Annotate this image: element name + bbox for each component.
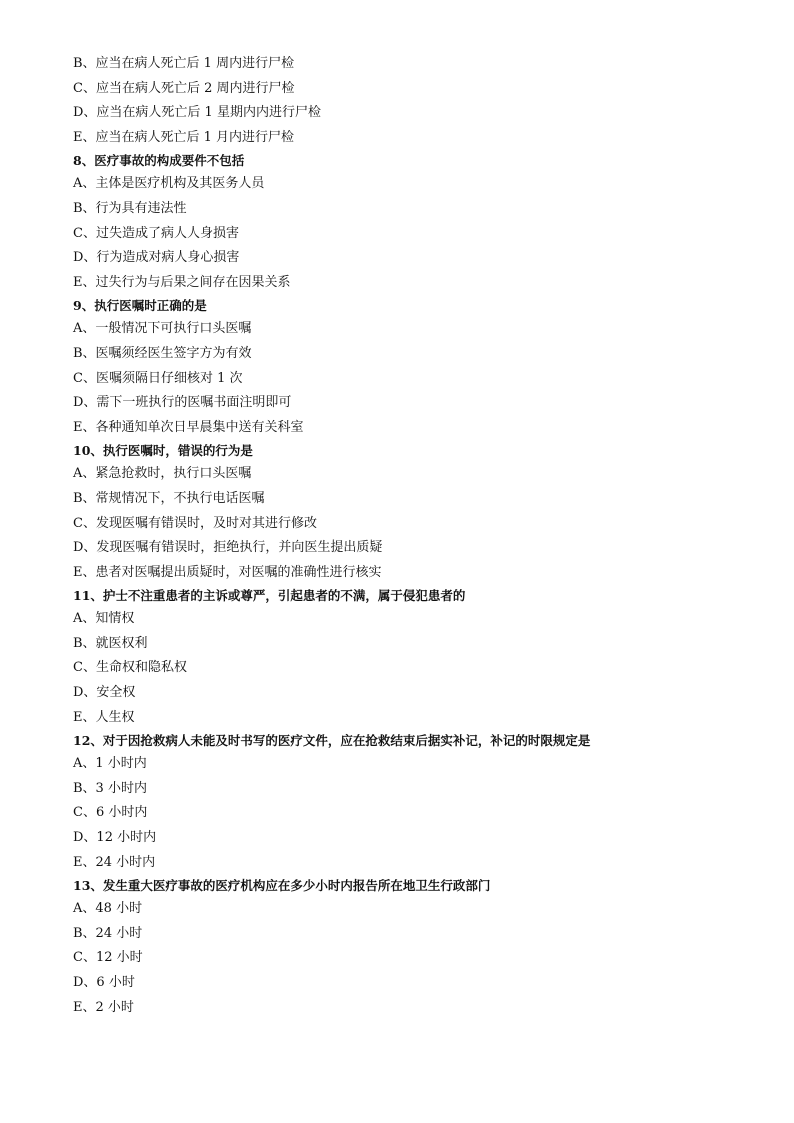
answer-option: A、一般情况下可执行口头医嘱 bbox=[73, 321, 252, 337]
answer-option: E、患者对医嘱提出质疑时，对医嘱的准确性进行核实 bbox=[73, 564, 382, 580]
answer-option: D、6 小时 bbox=[73, 975, 135, 990]
answer-option: B、就医权利 bbox=[73, 635, 148, 651]
answer-option: C、应当在病人死亡后 2 周内进行尸检 bbox=[73, 80, 295, 96]
question-stem: 8、医疗事故的构成要件不包括 bbox=[73, 153, 245, 169]
question-stem: 12、对于因抢救病人未能及时书写的医疗文件，应在抢救结束后据实补记，补记的时限规定是 bbox=[73, 733, 591, 749]
answer-option: A、知情权 bbox=[73, 611, 135, 627]
answer-option: B、行为具有违法性 bbox=[73, 200, 187, 216]
answer-option: A、主体是医疗机构及其医务人员 bbox=[73, 176, 265, 192]
answer-option: C、过失造成了病人人身损害 bbox=[73, 225, 239, 241]
question-stem: 9、执行医嘱时正确的是 bbox=[73, 298, 207, 314]
question-stem: 10、执行医嘱时，错误的行为是 bbox=[73, 443, 253, 459]
answer-option: D、需下一班执行的医嘱书面注明即可 bbox=[73, 395, 292, 411]
answer-option: E、人生权 bbox=[73, 709, 135, 725]
answer-option: B、常规情况下，不执行电话医嘱 bbox=[73, 490, 265, 506]
answer-option: E、各种通知单次日早晨集中送有关科室 bbox=[73, 419, 304, 435]
answer-option: B、应当在病人死亡后 1 周内进行尸检 bbox=[73, 56, 295, 71]
answer-option: D、安全权 bbox=[73, 685, 136, 701]
answer-option: E、24 小时内 bbox=[73, 854, 156, 870]
answer-option: D、应当在病人死亡后 1 星期内内进行尸检 bbox=[73, 105, 321, 121]
answer-option: E、过失行为与后果之间存在因果关系 bbox=[73, 274, 291, 290]
answer-option: A、1 小时内 bbox=[73, 756, 147, 772]
answer-option: C、6 小时内 bbox=[73, 805, 148, 821]
question-stem: 13、发生重大医疗事故的医疗机构应在多少小时内报告所在地卫生行政部门 bbox=[73, 878, 491, 894]
answer-option: B、24 小时 bbox=[73, 925, 143, 941]
document-page bbox=[73, 52, 753, 1020]
answer-option: D、12 小时内 bbox=[73, 830, 157, 846]
answer-option: D、行为造成对病人身心损害 bbox=[73, 250, 240, 266]
answer-option: D、发现医嘱有错误时，拒绝执行，并向医生提出质疑 bbox=[73, 540, 383, 556]
answer-option: B、3 小时内 bbox=[73, 780, 147, 796]
answer-option: E、应当在病人死亡后 1 月内进行尸检 bbox=[73, 129, 295, 145]
answer-option: C、发现医嘱有错误时，及时对其进行修改 bbox=[73, 515, 317, 531]
answer-option: C、生命权和隐私权 bbox=[73, 660, 187, 676]
answer-option: A、48 小时 bbox=[73, 901, 143, 917]
answer-option: E、2 小时 bbox=[73, 999, 134, 1015]
answer-option: C、12 小时 bbox=[73, 950, 143, 966]
answer-option: B、医嘱须经医生签字方为有效 bbox=[73, 345, 252, 361]
question-stem: 11、护士不注重患者的主诉或尊严，引起患者的不满，属于侵犯患者的 bbox=[73, 588, 466, 604]
answer-option: C、医嘱须隔日仔细核对 1 次 bbox=[73, 370, 243, 386]
answer-option: A、紧急抢救时，执行口头医嘱 bbox=[73, 466, 252, 482]
